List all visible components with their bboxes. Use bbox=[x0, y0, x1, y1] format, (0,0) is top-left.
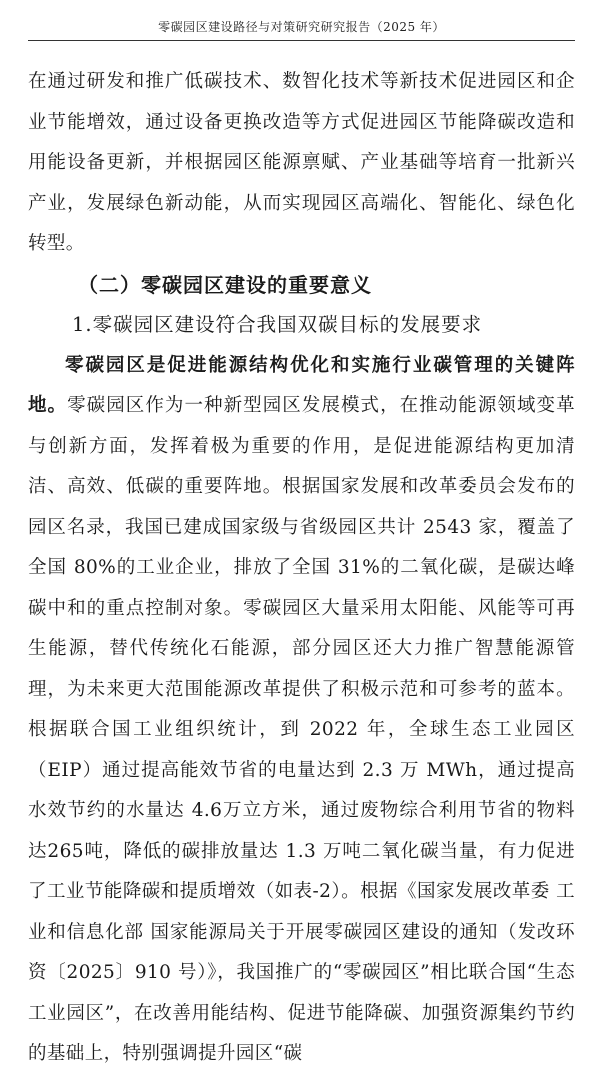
subsection-heading: 1.零碳园区建设符合我国双碳目标的发展要求 bbox=[72, 313, 483, 336]
main-paragraph bbox=[28, 346, 575, 1075]
main-paragraph-lead: 零碳园区是促进能源结构优化和实施行业碳管理的关键阵地。 bbox=[28, 354, 575, 416]
intro-paragraph: 在通过研发和推广低碳技术、数智化技术等新技术促进园区和企业节能增效，通过设备更换改造等方式促进园区节能降碳改造和用能设备更新，并根据园区能源禀赋、产业基础等培育一批新兴产业，发展绿色新动能，从而实现园区高端化、智能化、绿色化转型。 bbox=[28, 71, 575, 254]
main-paragraph-body: 零碳园区作为一种新型园区发展模式，在推动能源领域变革与创新方面，发挥着极为重要的作用，是促进能源结构更加清洁、高效、低碳的重要阵地。根据国家发展和改革委员会发布的园区名录，我国已建成国家级与省级园区共计 2543 家，覆盖了全国 80%的工业企业，排放了全国 31%的二氧化碳，是碳达峰碳中和的重点控制对象。零碳园区大量采用太阳能、风能等可再生能源，替代传统化石能源，部分园区还大力推广智慧能源管理，为未来更大范围能源改革提供了积极示范和可参考的蓝本。根据联合国工业组织统计，到 2022 年，全球生态工业园区（EIP）通过提高能效节省的电量达到 2.3 万 MWh，通过提高水效节约的水量达 4.6万立方米，通过废物综合利用节省的物料达265吨，降低的碳排放量达 1.3 万吨二氧化碳当量，有力促进了工业节能降碳和提质增效（如表-2）。根据《国家发展改革委 工业和信息化部 国家能源局关于开展零碳园区建设的通知（发改环资〔2025〕910 号）》，我国推广的“零碳园区”相比联合国“生态工业园区”，在改善用能结构、促进节能降碳、加强资源集约节约的基础上，特别强调提升园区“碳 bbox=[28, 395, 575, 1064]
document-body bbox=[28, 62, 575, 1075]
section-heading: （二）零碳园区建设的重要意义 bbox=[78, 272, 372, 297]
running-header-title: 零碳园区建设路径与对策研究研究报告（2025 年） bbox=[158, 20, 445, 34]
running-header bbox=[28, 14, 575, 41]
